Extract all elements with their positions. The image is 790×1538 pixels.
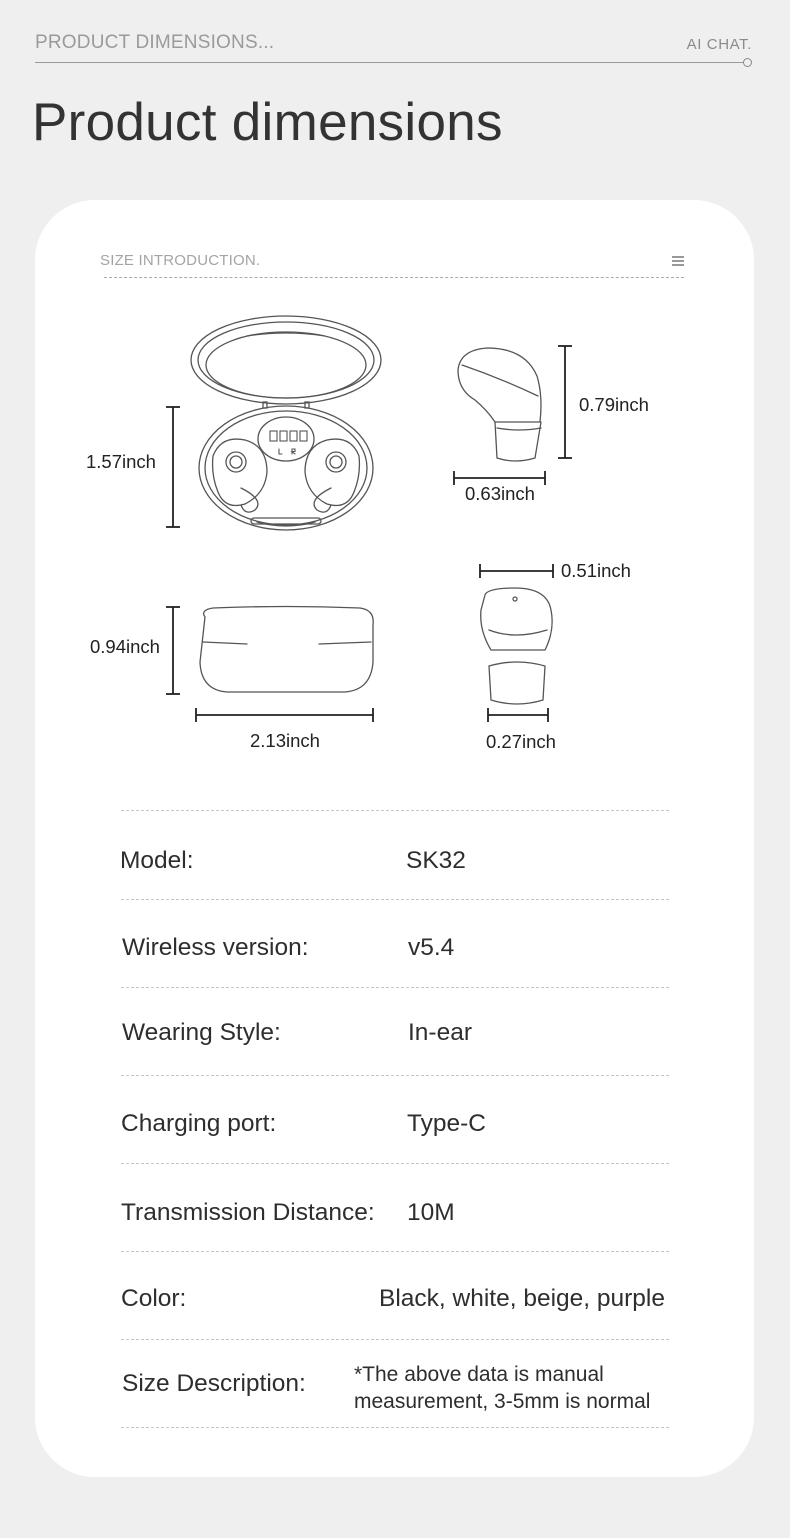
spec-key: Wearing Style: (122, 1019, 281, 1046)
spec-row-color (121, 1251, 669, 1340)
spec-key: Transmission Distance: (121, 1199, 375, 1226)
case-thickness-label: 0.94inch (90, 636, 160, 657)
bud-width-label: 0.51inch (561, 560, 631, 581)
top-section-label: PRODUCT DIMENSIONS... (35, 32, 275, 53)
spec-key: Charging port: (121, 1110, 277, 1137)
spec-key: Wireless version: (122, 934, 309, 961)
spec-row-wearing (121, 987, 669, 1076)
product-illustration (35, 200, 754, 800)
earbud-front-drawing (481, 588, 552, 704)
spec-row-distance (121, 1163, 669, 1252)
spec-value: 10M (407, 1199, 455, 1226)
spec-value: SK32 (406, 847, 466, 874)
case-closed-drawing (200, 607, 373, 693)
spec-value-note: *The above data is manual measurement, 3-5mm is normal (354, 1363, 651, 1413)
case-length-label: 2.13inch (250, 730, 320, 751)
spec-value: v5.4 (408, 934, 455, 961)
divider-end-dot (743, 58, 752, 67)
bud-depth-label: 0.63inch (465, 483, 535, 504)
spec-row-charging (121, 1075, 669, 1164)
spec-value: In-ear (408, 1019, 473, 1046)
spec-key: Size Description: (122, 1370, 306, 1397)
spec-key: Model: (120, 847, 194, 874)
dimension-lines (166, 346, 572, 722)
brand-label: AI CHAT. (686, 36, 752, 53)
page-title: Product dimensions (32, 93, 503, 152)
top-bar (35, 32, 752, 72)
top-divider (35, 62, 743, 63)
spec-key: Color: (121, 1285, 187, 1312)
spec-value: Type-C (407, 1110, 486, 1137)
spec-row-size-description (121, 1339, 669, 1428)
spec-row-wireless (121, 899, 669, 988)
case-height-label: 1.57inch (86, 451, 156, 472)
display-icon (270, 431, 307, 454)
size-section-label: SIZE INTRODUCTION. (100, 252, 261, 269)
bud-height-label: 0.79inch (579, 394, 649, 415)
spec-value: Black, white, beige, purple (379, 1285, 665, 1312)
tip-width-label: 0.27inch (486, 731, 556, 752)
case-open-drawing (191, 316, 381, 530)
size-card (35, 200, 754, 1477)
spec-row-model (121, 811, 669, 900)
earbud-side-drawing (458, 348, 541, 461)
